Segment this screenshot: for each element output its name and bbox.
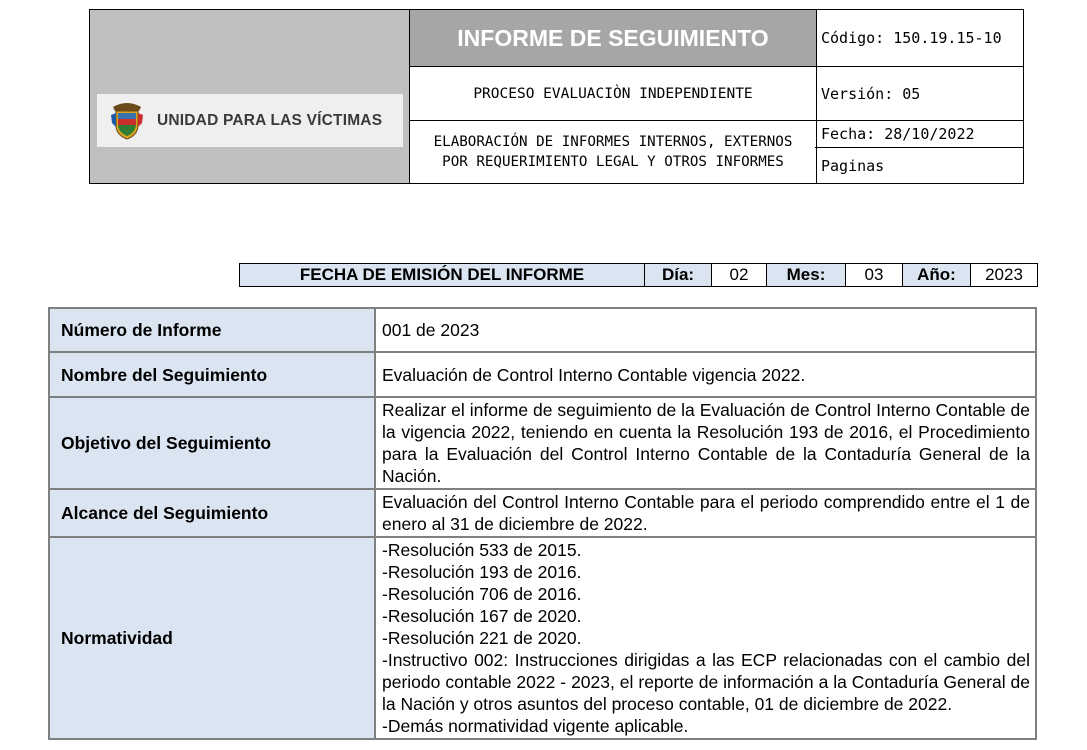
- normatividad-label: Normatividad: [49, 537, 375, 739]
- objetivo-label: Objetivo del Seguimiento: [49, 397, 375, 489]
- header-meta: [815, 9, 1024, 184]
- process-name: PROCESO EVALUACIÒN INDEPENDIENTE: [410, 67, 816, 121]
- codigo: Código: 150.19.15-10: [815, 10, 1023, 67]
- list-item: -Resolución 167 de 2020.: [382, 606, 582, 626]
- emission-date-row: [239, 263, 1038, 287]
- alcance-value: Evaluación del Control Interno Contable para el periodo comprendido entre el 1 de enero al 31 de diciembre de 2022.: [375, 489, 1036, 537]
- objetivo-value: Realizar el informe de seguimiento de la Evaluación de Control Interno Contable de la vigencia 2022, teniendo en cuenta la Resolución 193 de 2016, el Procedimiento para la Evaluación del Control Interno Contable de la Contaduría General de la Nación.: [375, 397, 1036, 489]
- nombre-label: Nombre del Seguimiento: [49, 352, 375, 397]
- nombre-value: Evaluación de Control Interno Contable vigencia 2022.: [375, 352, 1036, 397]
- coat-of-arms-icon: [109, 101, 145, 141]
- table-row: [49, 397, 1036, 489]
- subprocess-text: ELABORACIÓN DE INFORMES INTERNOS, EXTERNOS POR REQUERIMIENTO LEGAL Y OTROS INFORMES: [433, 134, 793, 170]
- day-value: 02: [712, 264, 767, 286]
- list-item: -Resolución 193 de 2016.: [382, 562, 582, 582]
- document-header: [89, 9, 1024, 184]
- subprocess-name: [410, 121, 816, 183]
- normatividad-value: [375, 537, 1036, 739]
- table-row: [49, 308, 1036, 352]
- list-item: -Instructivo 002: Instrucciones dirigidas a las ECP relacionadas con el cambio del periodo contable 2022 - 2023, el reporte de información a la Contaduría General de la Nación y otros asuntos del proceso contable, 01 de diciembre de 2022.: [382, 650, 1030, 714]
- numero-label: Número de Informe: [49, 308, 375, 352]
- table-row: [49, 489, 1036, 537]
- logo-text: UNIDAD PARA LAS VÍCTIMAS: [157, 111, 383, 129]
- list-item: -Resolución 221 de 2020.: [382, 628, 582, 648]
- day-label: Día:: [645, 264, 712, 286]
- list-item: -Resolución 533 de 2015.: [382, 540, 582, 560]
- paginas: Paginas: [821, 156, 885, 175]
- list-item: -Resolución 706 de 2016.: [382, 584, 582, 604]
- report-info-table: [48, 307, 1037, 740]
- alcance-label: Alcance del Seguimiento: [49, 489, 375, 537]
- version: Versión: 05: [815, 67, 1023, 121]
- year-label: Año:: [903, 264, 971, 286]
- header-center: [409, 9, 817, 184]
- table-row: [49, 352, 1036, 397]
- table-row: [49, 537, 1036, 739]
- year-value: 2023: [971, 264, 1037, 286]
- emission-date-label: FECHA DE EMISIÓN DEL INFORME: [240, 264, 645, 286]
- month-value: 03: [846, 264, 903, 286]
- month-label: Mes:: [767, 264, 846, 286]
- list-item: -Demás normatividad vigente aplicable.: [382, 716, 689, 736]
- logo: [97, 94, 403, 147]
- report-title: INFORME DE SEGUIMIENTO: [410, 10, 816, 67]
- fecha-header: Fecha: 28/10/2022: [815, 121, 1023, 148]
- logo-cell: [89, 9, 409, 184]
- numero-value: 001 de 2023: [375, 308, 1036, 352]
